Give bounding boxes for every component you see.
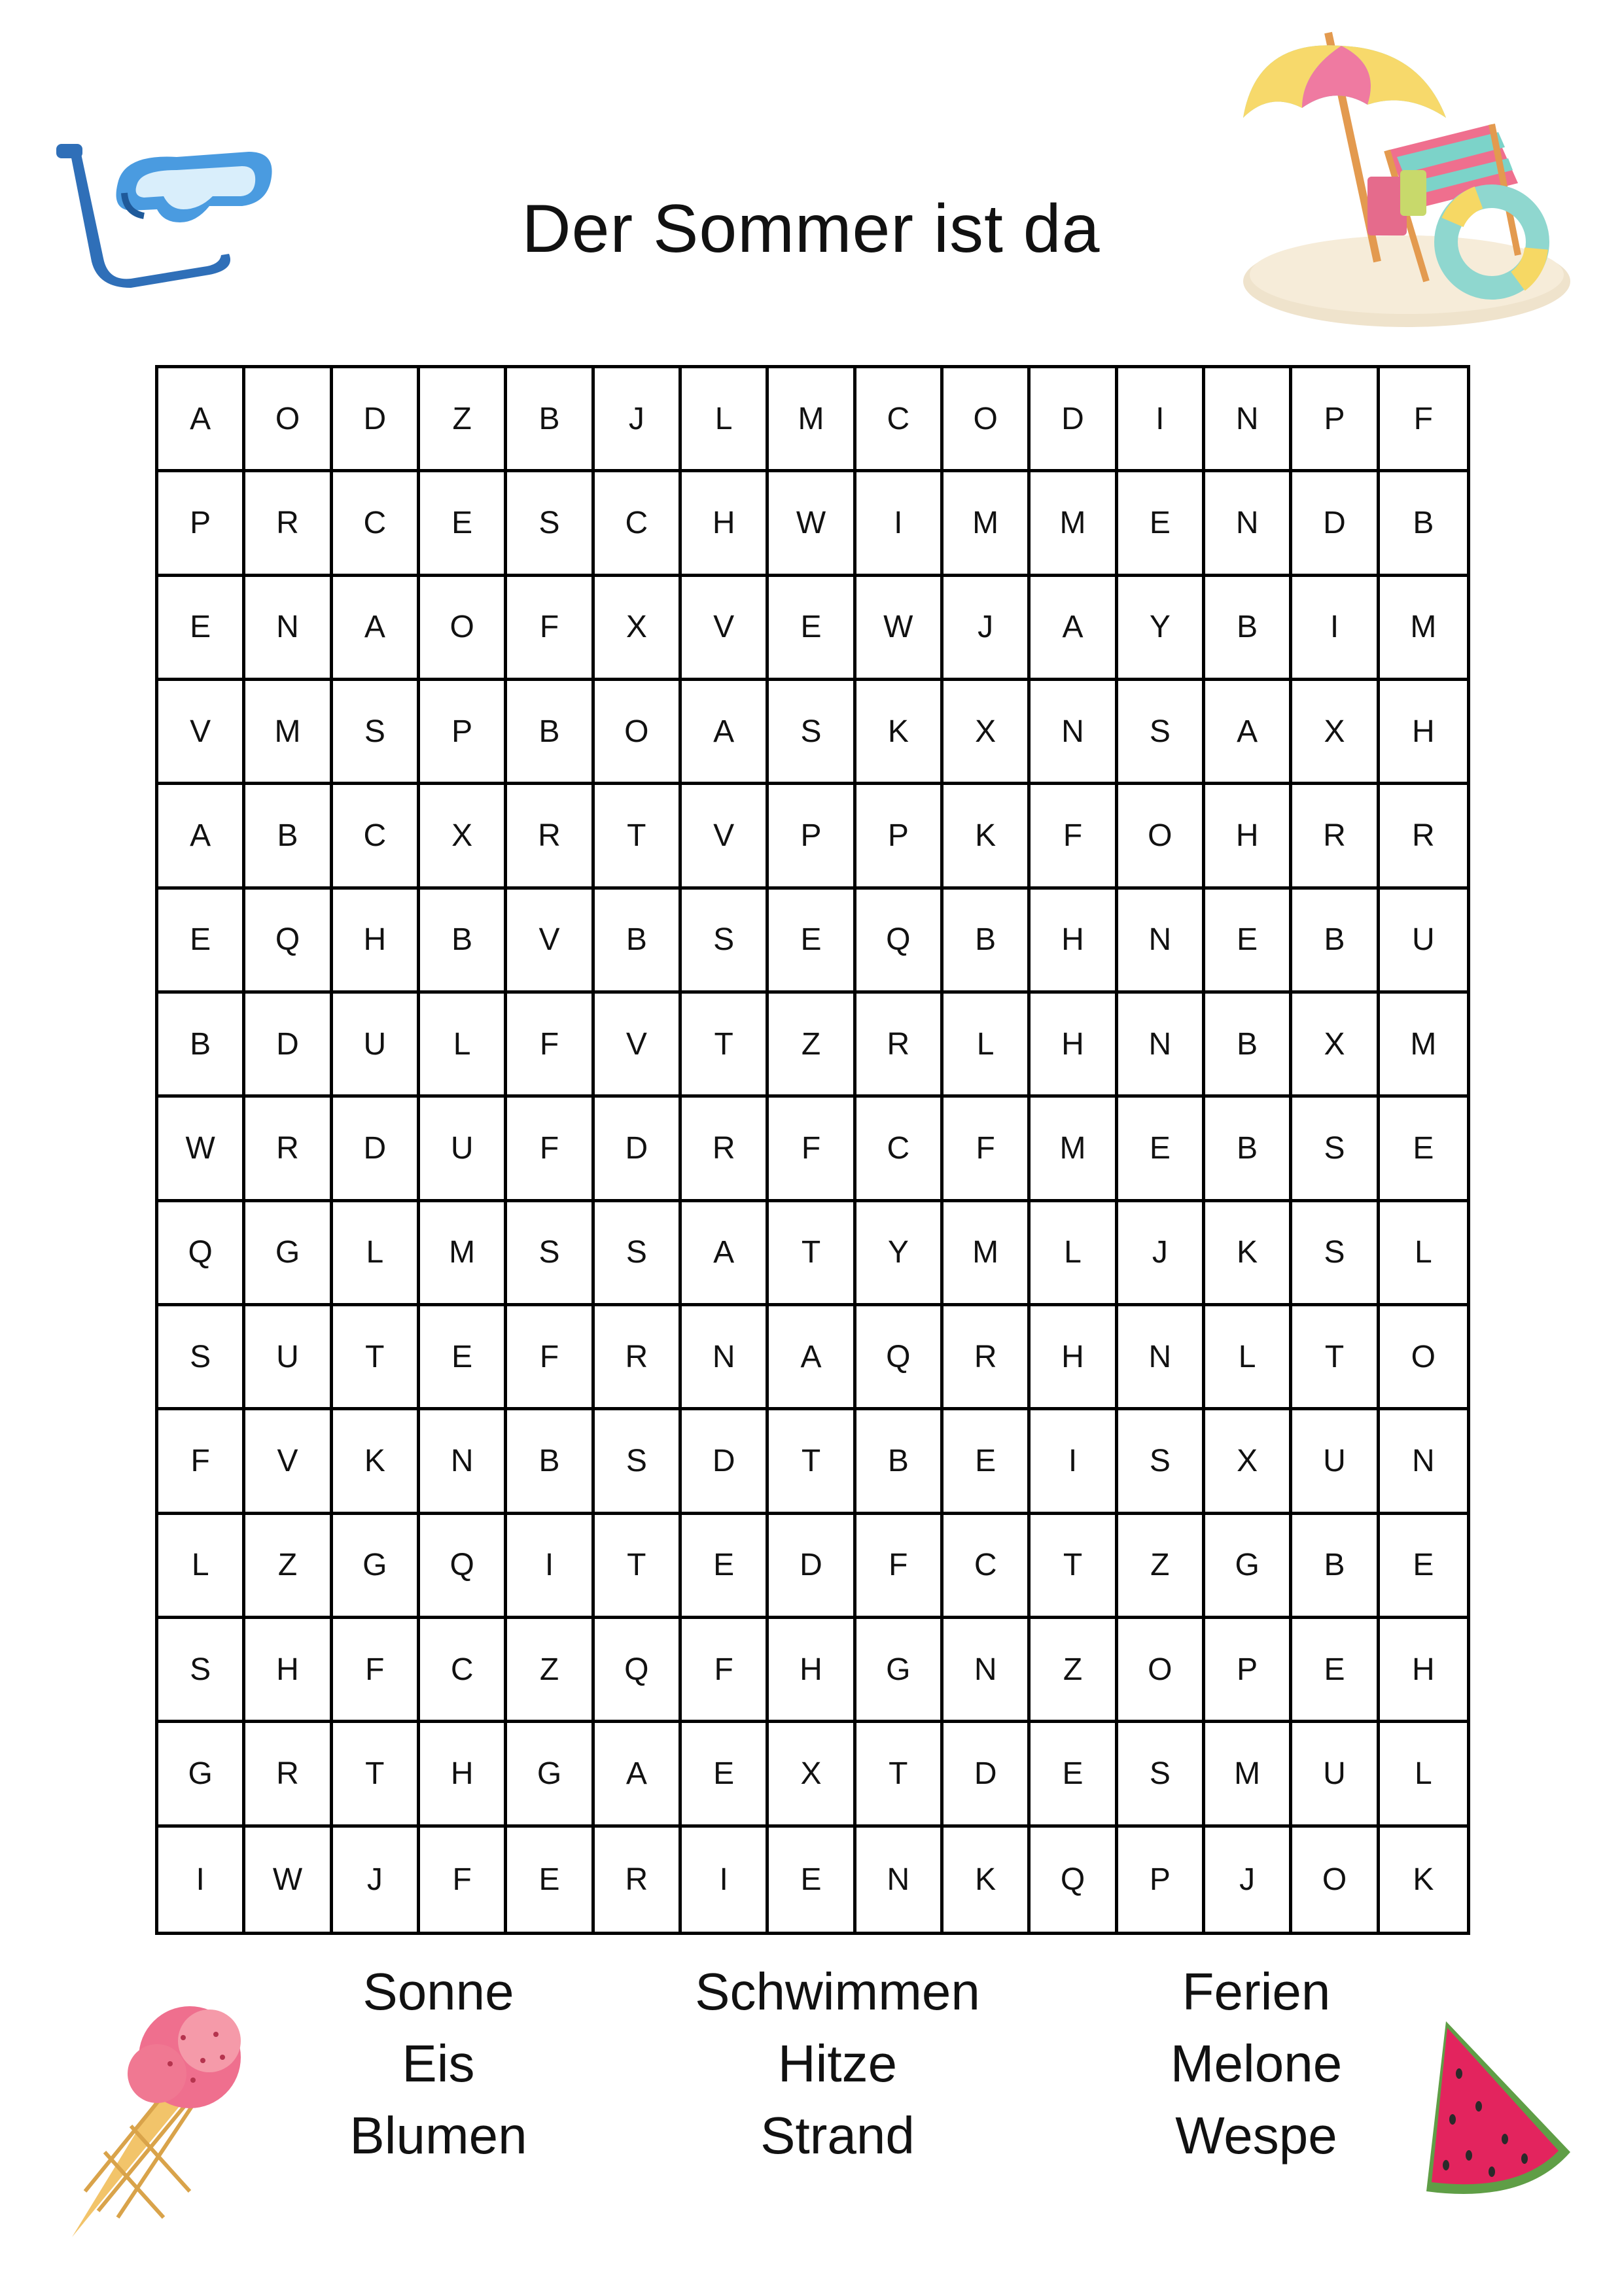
grid-cell: Q — [1031, 1828, 1118, 1932]
grid-cell: Q — [245, 890, 332, 994]
grid-cell: K — [943, 785, 1031, 889]
grid-cell: R — [1292, 785, 1379, 889]
word-item: Sonne — [362, 1962, 514, 2021]
grid-cell: S — [507, 472, 594, 576]
grid-cell: E — [420, 472, 507, 576]
grid-cell: N — [1205, 368, 1292, 472]
grid-cell: S — [595, 1202, 682, 1306]
grid-cell: Q — [856, 890, 943, 994]
grid-cell: N — [1118, 994, 1205, 1098]
grid-cell: G — [507, 1723, 594, 1827]
grid-cell: J — [1118, 1202, 1205, 1306]
grid-cell: E — [1292, 1619, 1379, 1723]
grid-cell: B — [245, 785, 332, 889]
word-item: Wespe — [1175, 2106, 1337, 2165]
grid-cell: E — [158, 890, 245, 994]
grid-cell: M — [943, 1202, 1031, 1306]
grid-cell: X — [1205, 1410, 1292, 1514]
grid-cell: P — [1292, 368, 1379, 472]
grid-cell: H — [682, 472, 769, 576]
grid-cell: E — [769, 1828, 856, 1932]
grid-cell: B — [856, 1410, 943, 1514]
grid-cell: M — [245, 681, 332, 785]
grid-cell: V — [595, 994, 682, 1098]
grid-cell: C — [333, 785, 420, 889]
grid-cell: B — [420, 890, 507, 994]
grid-cell: L — [943, 994, 1031, 1098]
grid-cell: H — [333, 890, 420, 994]
grid-cell: E — [1380, 1515, 1467, 1619]
grid-cell: R — [856, 994, 943, 1098]
grid-cell: M — [1031, 472, 1118, 576]
grid-cell: C — [856, 368, 943, 472]
grid-cell: E — [682, 1723, 769, 1827]
grid-cell: S — [595, 1410, 682, 1514]
grid-cell: B — [595, 890, 682, 994]
grid-cell: R — [682, 1098, 769, 1202]
grid-cell: J — [1205, 1828, 1292, 1932]
grid-cell: H — [769, 1619, 856, 1723]
grid-cell: P — [1118, 1828, 1205, 1932]
grid-cell: H — [1031, 1306, 1118, 1410]
grid-cell: T — [769, 1202, 856, 1306]
grid-cell: U — [1292, 1723, 1379, 1827]
grid-cell: E — [1205, 890, 1292, 994]
grid-cell: D — [245, 994, 332, 1098]
grid-cell: I — [1031, 1410, 1118, 1514]
grid-cell: N — [943, 1619, 1031, 1723]
grid-cell: U — [1380, 890, 1467, 994]
grid-cell: M — [1380, 577, 1467, 681]
grid-cell: T — [682, 994, 769, 1098]
grid-cell: L — [1380, 1723, 1467, 1827]
grid-cell: S — [1118, 681, 1205, 785]
grid-cell: E — [420, 1306, 507, 1410]
grid-cell: A — [1031, 577, 1118, 681]
grid-cell: N — [245, 577, 332, 681]
grid-cell: W — [158, 1098, 245, 1202]
grid-cell: B — [158, 994, 245, 1098]
grid-cell: S — [507, 1202, 594, 1306]
grid-cell: W — [769, 472, 856, 576]
grid-cell: X — [420, 785, 507, 889]
grid-cell: G — [158, 1723, 245, 1827]
word-item: Ferien — [1182, 1962, 1331, 2021]
grid-cell: N — [1031, 681, 1118, 785]
grid-cell: E — [1380, 1098, 1467, 1202]
grid-cell: G — [333, 1515, 420, 1619]
grid-cell: B — [1292, 1515, 1379, 1619]
grid-cell: S — [769, 681, 856, 785]
grid-cell: G — [245, 1202, 332, 1306]
grid-cell: S — [333, 681, 420, 785]
grid-cell: H — [1031, 890, 1118, 994]
grid-cell: F — [507, 1306, 594, 1410]
grid-cell: F — [507, 577, 594, 681]
grid-cell: C — [943, 1515, 1031, 1619]
grid-cell: F — [1031, 785, 1118, 889]
grid-cell: Q — [420, 1515, 507, 1619]
grid-cell: Z — [507, 1619, 594, 1723]
grid-cell: V — [682, 577, 769, 681]
grid-cell: O — [420, 577, 507, 681]
grid-cell: X — [1292, 994, 1379, 1098]
grid-cell: B — [507, 368, 594, 472]
grid-cell: F — [769, 1098, 856, 1202]
grid-cell: M — [943, 472, 1031, 576]
grid-cell: T — [1031, 1515, 1118, 1619]
grid-cell: K — [856, 681, 943, 785]
grid-cell: B — [943, 890, 1031, 994]
grid-cell: H — [1205, 785, 1292, 889]
grid-cell: S — [1292, 1098, 1379, 1202]
word-item: Hitze — [777, 2034, 898, 2093]
grid-cell: D — [333, 368, 420, 472]
grid-cell: T — [333, 1306, 420, 1410]
grid-cell: O — [595, 681, 682, 785]
grid-cell: E — [1031, 1723, 1118, 1827]
grid-cell: J — [333, 1828, 420, 1932]
grid-cell: E — [1118, 472, 1205, 576]
grid-cell: M — [1205, 1723, 1292, 1827]
grid-cell: T — [1292, 1306, 1379, 1410]
grid-cell: T — [769, 1410, 856, 1514]
watermelon-slice-icon — [1407, 2015, 1577, 2204]
grid-cell: T — [595, 785, 682, 889]
grid-cell: N — [856, 1828, 943, 1932]
grid-cell: W — [245, 1828, 332, 1932]
grid-cell: U — [245, 1306, 332, 1410]
grid-cell: N — [682, 1306, 769, 1410]
grid-cell: E — [769, 890, 856, 994]
word-list-column-3 — [1119, 1956, 1394, 2172]
grid-cell: O — [1292, 1828, 1379, 1932]
grid-cell: L — [333, 1202, 420, 1306]
grid-cell: D — [682, 1410, 769, 1514]
grid-cell: K — [1205, 1202, 1292, 1306]
grid-cell: N — [1118, 890, 1205, 994]
grid-cell: U — [333, 994, 420, 1098]
grid-cell: K — [1413, 1862, 1434, 1897]
grid-cell: T — [856, 1723, 943, 1827]
ice-cream-cone-icon — [59, 2002, 255, 2244]
grid-cell: H — [1380, 1619, 1467, 1723]
grid-cell: S — [682, 890, 769, 994]
grid-cell: G — [1205, 1515, 1292, 1619]
grid-cell: R — [1380, 785, 1467, 889]
grid-cell: A — [595, 1723, 682, 1827]
grid-cell: R — [507, 785, 594, 889]
grid-cell: A — [682, 1202, 769, 1306]
grid-cell: Z — [420, 368, 507, 472]
grid-cell: D — [1031, 368, 1118, 472]
grid-cell: L — [158, 1515, 245, 1619]
word-list-column-1 — [308, 1956, 569, 2172]
grid-cell: Q — [856, 1306, 943, 1410]
word-item: Eis — [402, 2034, 475, 2093]
grid-cell: G — [856, 1619, 943, 1723]
grid-cell: R — [595, 1306, 682, 1410]
grid-cell: V — [507, 890, 594, 994]
grid-cell: V — [682, 785, 769, 889]
grid-cell: N — [1205, 472, 1292, 576]
grid-cell: F — [856, 1515, 943, 1619]
grid-cell: B — [1292, 890, 1379, 994]
grid-cell: E — [158, 577, 245, 681]
grid-cell: B — [1380, 472, 1467, 576]
grid-cell: O — [1380, 1306, 1467, 1410]
grid-cell: R — [245, 1098, 332, 1202]
grid-cell: T — [333, 1723, 420, 1827]
grid-cell: B — [1205, 1098, 1292, 1202]
grid-cell: W — [856, 577, 943, 681]
grid-cell: T — [595, 1515, 682, 1619]
grid-cell: A — [769, 1306, 856, 1410]
grid-cell: D — [1292, 472, 1379, 576]
grid-cell: Y — [856, 1202, 943, 1306]
grid-cell: Z — [245, 1515, 332, 1619]
grid-cell: J — [595, 368, 682, 472]
grid-cell: E — [769, 577, 856, 681]
grid-cell: F — [420, 1828, 507, 1932]
grid-cell: B — [507, 1410, 594, 1514]
grid-cell: Z — [1031, 1619, 1118, 1723]
word-item: Melone — [1170, 2034, 1343, 2093]
word-list-column-2 — [674, 1956, 1001, 2172]
grid-cell: I — [682, 1828, 769, 1932]
grid-cell: R — [245, 472, 332, 576]
grid-cell: K — [943, 1828, 1031, 1932]
grid-cell: F — [682, 1619, 769, 1723]
grid-cell: A — [158, 368, 245, 472]
grid-cell: A — [158, 785, 245, 889]
grid-cell: L — [1380, 1202, 1467, 1306]
grid-cell: O — [1118, 1619, 1205, 1723]
grid-cell: E — [682, 1515, 769, 1619]
grid-cell: C — [420, 1619, 507, 1723]
grid-cell: I — [1118, 368, 1205, 472]
grid-cell: P — [769, 785, 856, 889]
grid-cell: M — [1031, 1098, 1118, 1202]
grid-cell: F — [507, 994, 594, 1098]
grid-cell: X — [769, 1723, 856, 1827]
word-item: Strand — [760, 2106, 915, 2165]
grid-cell: C — [856, 1098, 943, 1202]
grid-cell: H — [1031, 994, 1118, 1098]
grid-cell: A — [1205, 681, 1292, 785]
grid-cell: R — [595, 1828, 682, 1932]
grid-cell: F — [507, 1098, 594, 1202]
grid-cell: L — [1205, 1306, 1292, 1410]
grid-cell: M — [769, 368, 856, 472]
grid-cell: X — [1292, 681, 1379, 785]
grid-cell: E — [943, 1410, 1031, 1514]
grid-cell: S — [158, 1306, 245, 1410]
grid-cell: I — [158, 1828, 245, 1932]
grid-cell: C — [595, 472, 682, 576]
word-item: Blumen — [349, 2106, 527, 2165]
grid-cell: O — [245, 368, 332, 472]
grid-cell: L — [420, 994, 507, 1098]
grid-cell: D — [769, 1515, 856, 1619]
grid-cell: S — [1292, 1202, 1379, 1306]
grid-cell: P — [856, 785, 943, 889]
grid-cell: B — [1205, 577, 1292, 681]
word-item: Schwimmen — [695, 1962, 980, 2021]
grid-cell: D — [943, 1723, 1031, 1827]
grid-cell: A — [682, 681, 769, 785]
grid-cell: C — [333, 472, 420, 576]
grid-cell: N — [1118, 1306, 1205, 1410]
grid-cell: A — [333, 577, 420, 681]
grid-cell: P — [1205, 1619, 1292, 1723]
grid-cell: I — [507, 1515, 594, 1619]
grid-cell: L — [1031, 1202, 1118, 1306]
word-search-grid — [155, 365, 1470, 1935]
grid-cell: J — [943, 577, 1031, 681]
grid-cell: H — [245, 1619, 332, 1723]
grid-cell: E — [1118, 1098, 1205, 1202]
grid-cell: Z — [769, 994, 856, 1098]
grid-cell: B — [1205, 994, 1292, 1098]
grid-cell: Y — [1118, 577, 1205, 681]
grid-cell: H — [420, 1723, 507, 1827]
grid-cell: F — [943, 1098, 1031, 1202]
grid-cell: P — [158, 472, 245, 576]
grid-cell: P — [420, 681, 507, 785]
grid-cell: V — [158, 681, 245, 785]
grid-cell: V — [245, 1410, 332, 1514]
grid-cell: U — [420, 1098, 507, 1202]
grid-cell: L — [682, 368, 769, 472]
grid-cell: S — [1118, 1723, 1205, 1827]
grid-cell: Q — [595, 1619, 682, 1723]
grid-cell: O — [943, 368, 1031, 472]
grid-cell: M — [1380, 994, 1467, 1098]
grid-cell: S — [158, 1619, 245, 1723]
grid-cell: H — [1380, 681, 1467, 785]
grid-cell: M — [420, 1202, 507, 1306]
grid-cell: X — [595, 577, 682, 681]
grid-cell: F — [1380, 368, 1467, 472]
grid-cell: U — [1292, 1410, 1379, 1514]
grid-cell: E — [507, 1828, 594, 1932]
grid-cell: I — [856, 472, 943, 576]
grid-cell: F — [333, 1619, 420, 1723]
grid-cell: Q — [158, 1202, 245, 1306]
grid-cell: F — [158, 1410, 245, 1514]
grid-cell: X — [943, 681, 1031, 785]
grid-cell: R — [245, 1723, 332, 1827]
page-title: Der Sommer ist da — [521, 191, 1101, 267]
grid-cell: I — [1292, 577, 1379, 681]
grid-cell: R — [943, 1306, 1031, 1410]
grid-cell: N — [420, 1410, 507, 1514]
grid-cell: B — [507, 681, 594, 785]
grid-cell: N — [1380, 1410, 1467, 1514]
grid-cell: D — [333, 1098, 420, 1202]
grid-cell: D — [595, 1098, 682, 1202]
grid-cell: Z — [1118, 1515, 1205, 1619]
beach-umbrella-chair-icon — [1230, 20, 1570, 327]
grid-cell: K — [333, 1410, 420, 1514]
grid-cell: S — [1118, 1410, 1205, 1514]
grid-cell: O — [1118, 785, 1205, 889]
